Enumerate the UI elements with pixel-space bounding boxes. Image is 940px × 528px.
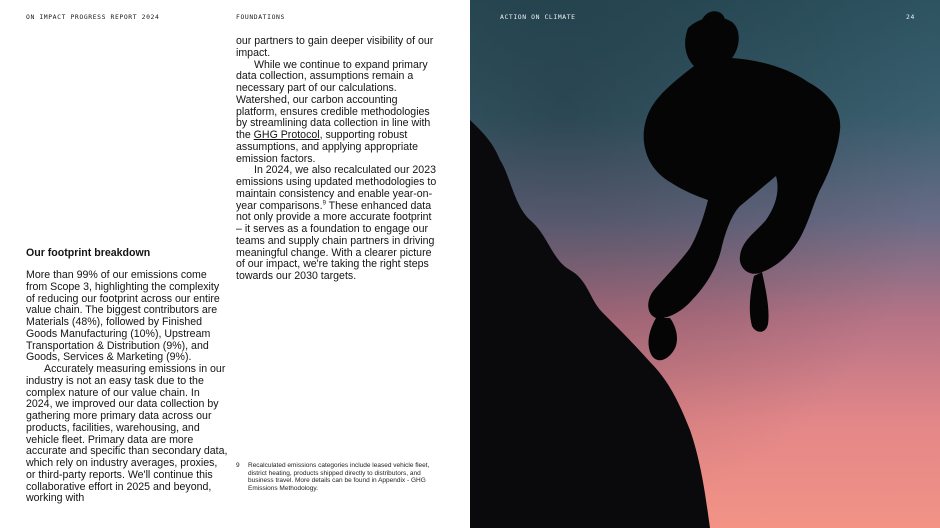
climber-photo <box>470 0 940 528</box>
footnote-text: Recalculated emissions categories include leased vehicle fleet, district heating, products shipped directly to distributors, and business travel. More details can be found in Appendix - GHG Emissions Methodology. <box>248 462 430 492</box>
middle-paragraph-2: While we continue to expand primary data collection, assumptions remain a necessary part of our calculations. Watershed, our carbon accounting platform, ensures credible methodologies by streamlining data collection in line with the GHG Protocol, supporting robust assumptions, and applying appropriate emission factors. <box>236 58 431 165</box>
middle-text-column <box>236 36 440 283</box>
footnote-number: 9 <box>236 462 240 469</box>
page-number: 24 <box>906 13 915 21</box>
left-paragraph-2: Accurately measuring emissions in our industry is not an easy task due to the complex nature of our value chain. In 2024, we improved our data collection by gathering more primary data across our products, facilities, warehousing, and vehicle fleet. Primary data are more accurate and specific than secondary data, which rely on industry averages, proxies, or third-party reports. We'll continue this collaborative effort in 2025 and beyond, working with <box>26 363 228 505</box>
left-text-column <box>26 270 229 505</box>
ghg-protocol-link[interactable]: GHG Protocol <box>253 129 320 141</box>
chapter-label: ACTION ON CLIMATE <box>500 13 576 21</box>
silhouette-image <box>470 0 940 528</box>
footnote-reference[interactable]: 9 <box>322 199 326 206</box>
section-heading: Our footprint breakdown <box>26 247 151 259</box>
left-paragraph-1: More than 99% of our emissions come from Scope 3, highlighting the complexity of reducing our footprint across our entire value chain. The biggest contributors are Materials (48%), followed by Finished Goods Manufacturing (10%), Upstream Transportation & Distribution (9%), and Goods, Services & Marketing (9%). <box>26 269 220 364</box>
section-label: FOUNDATIONS <box>236 13 285 21</box>
report-title: ON IMPACT PROGRESS REPORT 2024 <box>26 13 160 21</box>
middle-paragraph-1: our partners to gain deeper visibility of our impact. <box>236 35 434 59</box>
middle-paragraph-3: In 2024, we also recalculated our 2023 emissions using updated methodologies to maintain consistency and enable year-on-year comparisons.$^9$ These enhanced data not only provide a more accurate footprint – it serves as a foundation to engage our teams and supply chain partners in driving meaningful change. With a clearer picture of our impact, we're taking the right steps towards our 2030 targets. <box>236 164 437 282</box>
